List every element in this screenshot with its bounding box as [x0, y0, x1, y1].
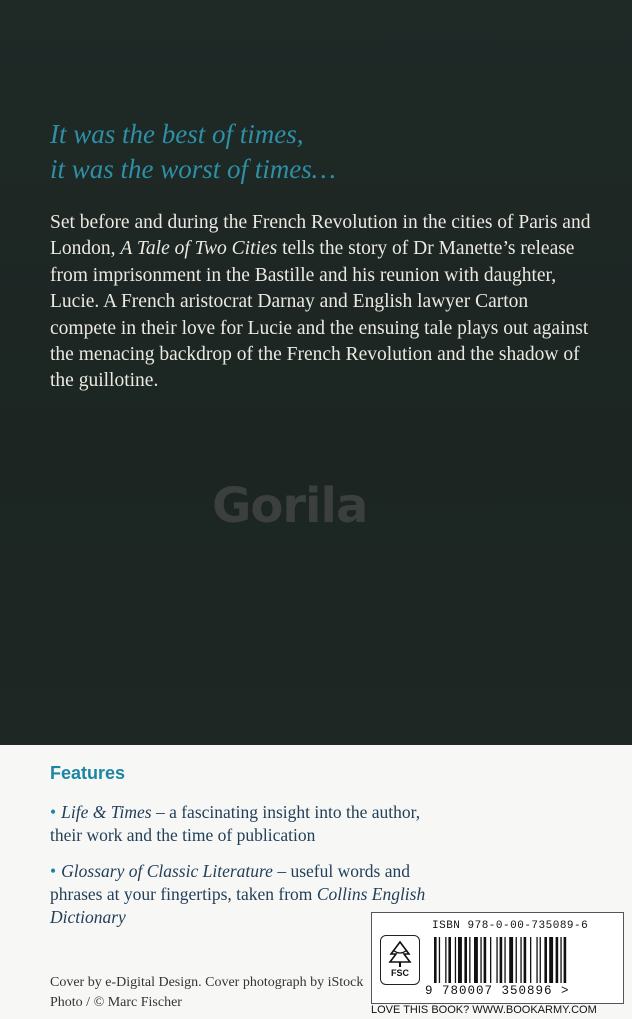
blurb-part-2: tells the story of Dr Manette’s release from imprisonment in the Bastille and his reunion with daughter, Lucie. A French aristocrat Darnay and English lawyer Carton compete in their love for Lucie and the ensuing tale plays out against the menacing backdrop of the French Revolution and the shadow of the guillotine.: [50, 238, 589, 392]
love-this-book-text: LOVE THIS BOOK? WWW.BOOKARMY.COM: [371, 1004, 597, 1016]
bullet: •: [50, 861, 57, 881]
feature-name: Life & Times: [61, 802, 152, 822]
tagline-line-1: It was the best of times,: [50, 119, 304, 149]
feature-source: Collins English Dictionary: [50, 884, 426, 927]
isbn-text: ISBN 978-0-00-735089-6: [432, 920, 589, 932]
cover-credit: Cover by e-Digital Design. Cover photograph by iStock Photo / © Marc Fischer: [50, 975, 364, 1010]
barcode: [432, 937, 610, 983]
feature-text: – a fascinating insight into the author, their work and the time of publication: [50, 802, 421, 845]
fsc-tree-icon: [387, 940, 413, 968]
feature-item: [50, 801, 430, 847]
tagline: [50, 117, 336, 187]
features-title: Features: [50, 763, 126, 783]
book-blurb: [50, 210, 598, 395]
blurb-part-1: Set before and during the French Revolution in the cities of Paris and London,: [50, 212, 591, 260]
fsc-label: FSC: [391, 968, 409, 978]
bullet: •: [50, 802, 57, 822]
tagline-line-2: it was the worst of times…: [50, 154, 336, 184]
fsc-logo: [380, 935, 420, 985]
barcode-number: 9 780007 350896 >: [425, 984, 570, 998]
features-panel: [0, 745, 632, 1019]
feature-text: – useful words and phrases at your fingertips, taken from: [50, 861, 410, 904]
isbn-barcode-box: [371, 912, 624, 1004]
book-title: A Tale of Two Cities: [120, 238, 278, 260]
watermark: Gorila: [212, 478, 368, 534]
feature-name: Glossary of Classic Literature: [61, 861, 273, 881]
